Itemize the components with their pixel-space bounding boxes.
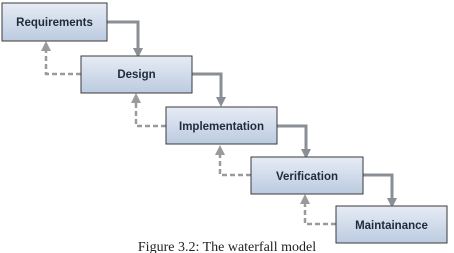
feedback-arrow-implementation-to-design [136,98,166,126]
feedback-arrow-verification-to-implementation [220,150,251,175]
feedback-arrow-design-to-requirements [46,46,81,74]
stage-label-maintainance: Maintainance [355,220,428,232]
stage-design [81,56,192,93]
stage-implementation [166,107,277,144]
stage-label-design: Design [117,69,156,81]
forward-arrow-verification-to-maintainance [363,175,392,203]
stage-maintainance [336,206,447,243]
stage-requirements [2,3,107,41]
stage-label-requirements: Requirements [16,17,93,29]
forward-arrow-implementation-to-verification [277,126,306,154]
stage-label-verification: Verification [276,171,338,183]
forward-arrow-requirements-to-design [107,22,138,53]
feedback-arrow-maintainance-to-verification [305,199,336,224]
stage-verification [251,157,363,194]
forward-arrow-design-to-implementation [192,74,221,102]
figure-caption: Figure 3.2: The waterfall model [137,240,317,253]
stage-label-implementation: Implementation [179,121,264,133]
